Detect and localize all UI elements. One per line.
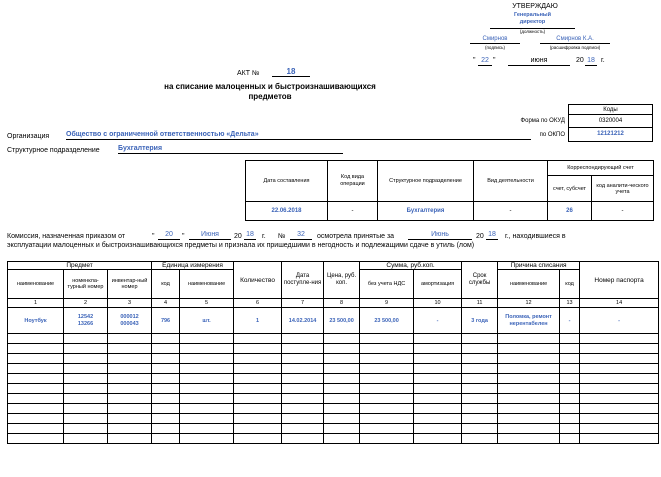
empty-cell [324,434,360,444]
empty-cell [360,434,414,444]
empty-cell [498,404,560,414]
empty-cell [324,424,360,434]
empty-cell [64,434,108,444]
approval-month: июня [508,57,570,66]
empty-cell [324,414,360,424]
empty-row [8,404,659,414]
department-header: Структурное подразделение [378,161,474,202]
empty-cell [580,354,659,364]
empty-cell [462,354,498,364]
empty-cell [8,344,64,354]
empty-cell [360,404,414,414]
row-price: 23 500,00 [324,308,360,334]
empty-cell [560,384,580,394]
empty-cell [414,344,462,354]
empty-cell [282,434,324,444]
organization-value: Общество с ограниченной ответственностью «Дельта» [66,131,531,140]
empty-cell [282,334,324,344]
empty-cell [580,374,659,384]
empty-cell [360,344,414,354]
empty-cell [180,354,234,364]
empty-cell [414,374,462,384]
date-value: 22.06.2018 [246,202,328,221]
empty-cell [414,364,462,374]
act-number: 18 [272,68,310,77]
empty-cell [180,364,234,374]
okud-label: Форма по ОКУД [520,118,565,124]
empty-cell [324,404,360,414]
empty-cell [462,414,498,424]
sum-no-vat-header: без учета НДС [360,270,414,299]
amortization-header: амортизация [414,270,462,299]
commission-year: 18 [244,231,256,240]
empty-cell [152,394,180,404]
col-number: 6 [234,299,282,308]
commission-day: 20 [158,231,180,240]
empty-cell [324,334,360,344]
empty-cell [108,434,152,444]
empty-cell [560,414,580,424]
empty-cell [64,344,108,354]
empty-row [8,374,659,384]
empty-cell [8,414,64,424]
passport-header: Номер паспорта [580,262,659,299]
activity-value: - [474,202,548,221]
empty-cell [180,414,234,424]
empty-cell [580,424,659,434]
empty-cell [560,404,580,414]
corr-account-header: Корреспондирующий счет [548,161,654,176]
empty-cell [580,364,659,374]
empty-cell [560,344,580,354]
empty-cell [414,394,462,404]
empty-cell [580,344,659,354]
empty-cell [8,334,64,344]
commission-period-year: 18 [486,231,498,240]
empty-cell [282,384,324,394]
receipt-date-header: Дата поступле-ния [282,262,324,299]
empty-cell [580,414,659,424]
empty-cell [414,384,462,394]
empty-cell [234,404,282,414]
empty-cell [498,354,560,364]
row-reason-name: Поломка, ремонт нерентабелен [498,308,560,334]
empty-cell [234,394,282,404]
empty-cell [498,384,560,394]
empty-row [8,344,659,354]
empty-cell [462,434,498,444]
col-number: 12 [498,299,560,308]
col-number: 14 [580,299,659,308]
row-unit-code: 796 [152,308,180,334]
empty-cell [580,404,659,414]
empty-cell [360,334,414,344]
commission-year-unit: г. [262,233,266,240]
empty-cell [108,364,152,374]
empty-cell [462,394,498,404]
quantity-header: Количество [234,262,282,299]
inventory-header: инвентар-ный номер [108,270,152,299]
empty-cell [462,364,498,374]
empty-cell [462,344,498,354]
empty-cell [64,404,108,414]
col-number: 13 [560,299,580,308]
empty-cell [560,374,580,384]
empty-cell [152,374,180,384]
empty-row [8,384,659,394]
unit-name-header: наименование [180,270,234,299]
empty-cell [282,394,324,404]
empty-cell [498,434,560,444]
empty-cell [152,414,180,424]
approval-year-unit: г. [601,57,605,64]
empty-cell [152,364,180,374]
empty-cell [108,354,152,364]
empty-cell [108,404,152,414]
act-title-line2: предметов [248,92,292,101]
empty-cell [414,434,462,444]
empty-row [8,434,659,444]
empty-cell [360,384,414,394]
empty-cell [414,414,462,424]
col-number: 7 [282,299,324,308]
approval-name: Смирнов К.А. [540,36,610,44]
empty-cell [462,404,498,414]
row-unit-name: шт. [180,308,234,334]
department-label: Структурное подразделение [7,147,100,154]
empty-cell [64,424,108,434]
approval-position-caption: (должность) [519,29,546,34]
col-number: 10 [414,299,462,308]
empty-cell [64,354,108,364]
row-nomenclature: 12542 13266 [64,308,108,334]
empty-cell [580,334,659,344]
empty-cell [152,434,180,444]
empty-cell [324,354,360,364]
commission-num-label: № [278,233,286,240]
empty-cell [360,394,414,404]
empty-cell [108,424,152,434]
act-title-line1: на списание малоценных и быстроизнашивающихся [164,82,376,91]
empty-cell [8,364,64,374]
empty-cell [414,354,462,364]
empty-cell [462,384,498,394]
codes-header: Коды [568,104,653,115]
document-info-table [245,160,654,221]
subaccount-value: 26 [548,202,592,221]
price-header: Цена, руб. коп. [324,262,360,299]
analytic-code-header: код аналити-ческого учета [592,176,654,202]
empty-cell [234,384,282,394]
commission-quote-close: " [182,233,185,240]
col-number: 5 [180,299,234,308]
commission-text1: Комиссия, назначенная приказом от [7,233,126,240]
empty-cell [282,344,324,354]
empty-cell [108,384,152,394]
row-item-name: Ноутбук [8,308,64,334]
commission-line2: эксплуатации малоценных и быстроизнашивающихся предметы и признала их пришедшими в негодность и подлежащими сдаче в утиль (лом) [7,242,475,249]
organization-label: Организация [7,133,50,140]
col-number: 1 [8,299,64,308]
empty-cell [64,394,108,404]
empty-cell [64,384,108,394]
empty-cell [152,404,180,414]
col-number: 2 [64,299,108,308]
unit-group-header: Единица измерения [152,262,234,270]
empty-cell [180,434,234,444]
empty-cell [180,374,234,384]
approval-quote-close: " [493,57,496,64]
empty-cell [108,394,152,404]
column-numbers-row [8,299,659,308]
item-group-header: Предмет [8,262,152,270]
empty-cell [462,334,498,344]
empty-row [8,354,659,364]
empty-cell [180,404,234,414]
commission-text2: осмотрела принятые за [317,233,395,240]
department-value: Бухгалтерия [118,145,343,154]
empty-cell [498,374,560,384]
empty-row [8,334,659,344]
empty-cell [180,424,234,434]
approval-heading: УТВЕРЖДАЮ [512,3,558,10]
empty-cell [360,354,414,364]
empty-cell [108,374,152,384]
empty-cell [324,384,360,394]
approval-signature-caption: (подпись) [484,45,505,50]
empty-cell [560,424,580,434]
empty-cell [234,414,282,424]
reason-group-header: Причина списания [498,262,580,270]
empty-cell [360,414,414,424]
activity-header: Вид деятельности [474,161,548,202]
empty-cell [8,434,64,444]
empty-cell [8,374,64,384]
empty-cell [8,354,64,364]
empty-cell [8,394,64,404]
col-number: 4 [152,299,180,308]
empty-cell [462,424,498,434]
empty-cell [498,414,560,424]
empty-cell [152,334,180,344]
empty-cell [414,334,462,344]
empty-cell [180,394,234,404]
empty-cell [498,364,560,374]
row-reason-code: - [560,308,580,334]
approval-year: 18 [585,57,597,66]
empty-cell [234,344,282,354]
approval-position: Генеральный директор [514,12,551,25]
empty-row [8,364,659,374]
empty-cell [324,364,360,374]
commission-year-prefix: 20 [234,233,242,240]
empty-cell [180,334,234,344]
empty-cell [414,404,462,414]
date-header: Дата составления [246,161,328,202]
approval-signature: Смирнов [470,36,520,44]
row-amortization: - [414,308,462,334]
empty-cell [360,424,414,434]
row-inventory: 000012 000043 [108,308,152,334]
empty-cell [152,384,180,394]
empty-cell [180,384,234,394]
empty-row [8,394,659,404]
empty-cell [282,364,324,374]
empty-cell [498,334,560,344]
row-term: 3 года [462,308,498,334]
operation-code-value: - [328,202,378,221]
act-label: АКТ № [237,70,260,77]
empty-cell [360,364,414,374]
sum-group-header: Сумма, руб.коп. [360,262,462,270]
commission-quote-open: " [152,233,155,240]
operation-code-header: Код вида операции [328,161,378,202]
empty-cell [8,404,64,414]
approval-day: 22 [478,57,492,66]
commission-period-year-prefix: 20 [476,233,484,240]
empty-cell [64,334,108,344]
commission-period-month: Июнь [408,231,472,240]
item-name-header: наименование [8,270,64,299]
empty-cell [152,424,180,434]
empty-cell [462,374,498,384]
col-number: 3 [108,299,152,308]
subaccount-header: счет, субсчет [548,176,592,202]
empty-cell [234,434,282,444]
empty-cell [234,424,282,434]
unit-code-header: код [152,270,180,299]
empty-cell [282,354,324,364]
empty-cell [8,384,64,394]
row-passport: - [580,308,659,334]
col-number: 9 [360,299,414,308]
empty-cell [108,414,152,424]
empty-cell [234,374,282,384]
writeoff-table [7,261,659,444]
approval-year-prefix: 20 [576,57,584,64]
empty-cell [324,344,360,354]
empty-cell [580,434,659,444]
analytic-code-value: - [592,202,654,221]
okpo-label: по ОКПО [539,132,565,138]
empty-cell [360,374,414,384]
empty-cell [282,414,324,424]
empty-cell [282,374,324,384]
service-term-header: Срок службы [462,262,498,299]
empty-cell [560,334,580,344]
commission-month: Июня [189,231,231,240]
empty-cell [152,354,180,364]
row-quantity: 1 [234,308,282,334]
empty-row [8,414,659,424]
empty-cell [498,344,560,354]
empty-cell [560,394,580,404]
empty-cell [234,364,282,374]
empty-cell [108,334,152,344]
empty-cell [8,424,64,434]
row-sum: 23 500,00 [360,308,414,334]
table-row [8,308,659,334]
col-number: 8 [324,299,360,308]
empty-cell [498,394,560,404]
empty-cell [560,364,580,374]
empty-row [8,424,659,434]
approval-quote-open: " [473,57,476,64]
empty-cell [560,354,580,364]
empty-cell [324,394,360,404]
empty-cell [324,374,360,384]
okpo-value: 12121212 [568,128,653,142]
empty-cell [152,344,180,354]
okud-value: 0320004 [568,115,653,128]
approval-name-caption: (расшифровка подписи) [549,45,601,50]
empty-cell [234,334,282,344]
empty-cell [414,424,462,434]
empty-cell [234,354,282,364]
empty-cell [64,374,108,384]
empty-cell [282,424,324,434]
commission-text3: г., находившиеся в [505,233,566,240]
reason-code-header: код [560,270,580,299]
empty-cell [580,384,659,394]
department-value-cell: Бухгалтерия [378,202,474,221]
empty-cell [498,424,560,434]
empty-cell [64,364,108,374]
nomenclature-header: номенкла-турный номер [64,270,108,299]
col-number: 11 [462,299,498,308]
reason-name-header: наименование [498,270,560,299]
empty-cell [64,414,108,424]
empty-cell [580,394,659,404]
empty-cell [560,434,580,444]
commission-order-number: 32 [290,231,312,240]
empty-cell [282,404,324,414]
row-date: 14.02.2014 [282,308,324,334]
empty-cell [180,344,234,354]
empty-cell [108,344,152,354]
